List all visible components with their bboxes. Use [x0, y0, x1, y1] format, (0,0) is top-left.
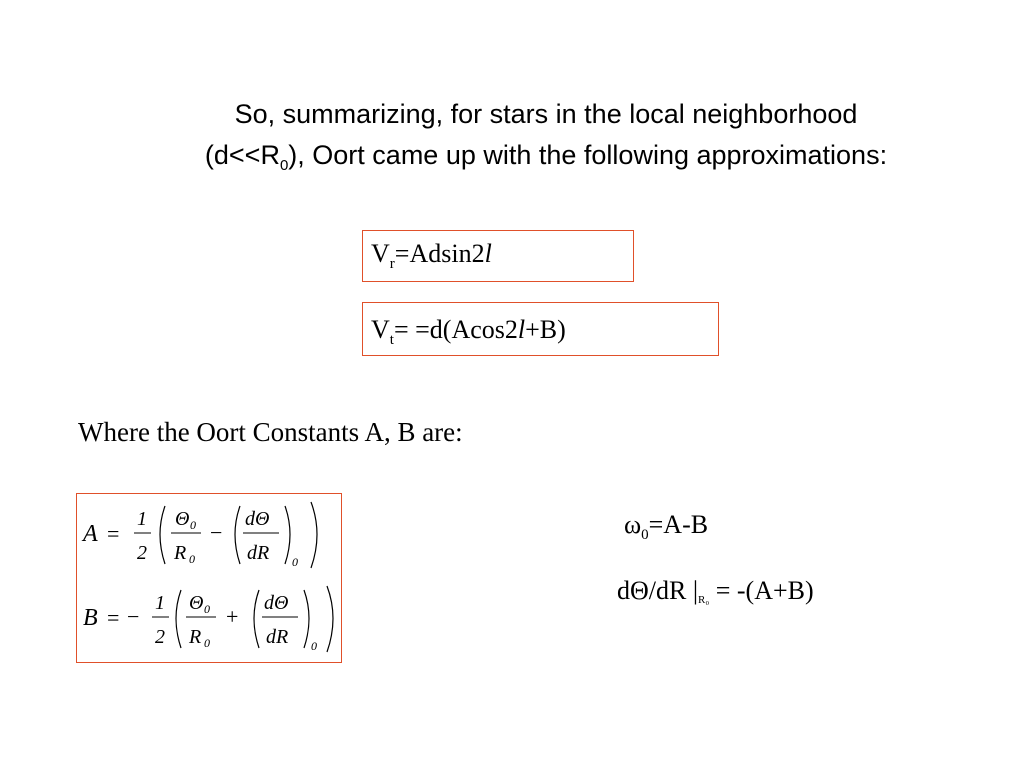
eq-b-r: R [189, 626, 202, 648]
dtheta-equation [617, 576, 814, 606]
eq-b-plus: + [226, 604, 239, 629]
intro-line-2-sub: 0 [279, 157, 289, 174]
eq-a-r-sub: 0 [189, 552, 195, 566]
omega-sub: 0 [641, 527, 649, 543]
dtheta-sub: R₀ [698, 594, 710, 606]
eq-b-theta: Θ [189, 592, 204, 614]
eq-b-eq: = [107, 605, 120, 630]
eq-a-minus: − [210, 520, 223, 545]
vr-body: =Adsin2 [394, 239, 485, 268]
eq-b-lhs: B [83, 605, 98, 631]
intro-text [96, 94, 996, 186]
oort-constants-box [76, 493, 342, 663]
eq-b-r-sub: 0 [204, 636, 210, 650]
eq-a-one: 1 [137, 508, 147, 530]
eq-b-theta-sub: 0 [204, 602, 210, 616]
eq-a-r: R [174, 542, 187, 564]
eq-b-neg: − [127, 604, 140, 629]
eq-b-outer-sub: 0 [311, 639, 317, 653]
eq-a-dr: dR [247, 542, 270, 564]
vr-var: l [484, 239, 492, 268]
vt-equation-box [362, 302, 719, 356]
vr-equation-box [362, 230, 634, 282]
dtheta-pre: dΘ/dR | [617, 576, 699, 605]
intro-line-2-post: ), Oort came up with the following approximations: [288, 140, 888, 170]
eq-a-theta: Θ [175, 508, 190, 530]
dtheta-rest: = -(A+B) [709, 576, 814, 605]
eq-b-two: 2 [155, 626, 165, 648]
oort-formulas [77, 494, 343, 664]
omega-rest: =A-B [648, 510, 709, 539]
eq-b-dr: dR [266, 626, 289, 648]
vr-sub: r [389, 256, 395, 272]
vt-sub: t [389, 332, 394, 348]
intro-line-2 [96, 135, 996, 186]
eq-b-dtheta: dΘ [264, 592, 289, 614]
omega-equation [624, 510, 708, 544]
eq-a-dtheta: dΘ [245, 508, 270, 530]
vt-var: l [517, 315, 526, 344]
eq-a-lhs: A [83, 521, 98, 547]
eq-a-two: 2 [137, 542, 147, 564]
vt-body-2: +B) [525, 315, 566, 344]
oort-constants-heading: Where the Oort Constants A, B are: [78, 417, 463, 447]
eq-a-eq: = [107, 521, 120, 546]
eq-b-one: 1 [155, 592, 165, 614]
intro-line-2-pre: (d<<R [204, 140, 280, 170]
vt-body-1: = =d(Acos2 [393, 315, 518, 344]
vt-v: V [371, 315, 390, 344]
omega-symbol: ω [624, 510, 642, 539]
intro-line-1: So, summarizing, for stars in the local neighborhood [234, 99, 858, 129]
vr-v: V [371, 239, 390, 268]
eq-a-outer-sub: 0 [292, 555, 298, 569]
eq-a-theta-sub: 0 [190, 518, 196, 532]
